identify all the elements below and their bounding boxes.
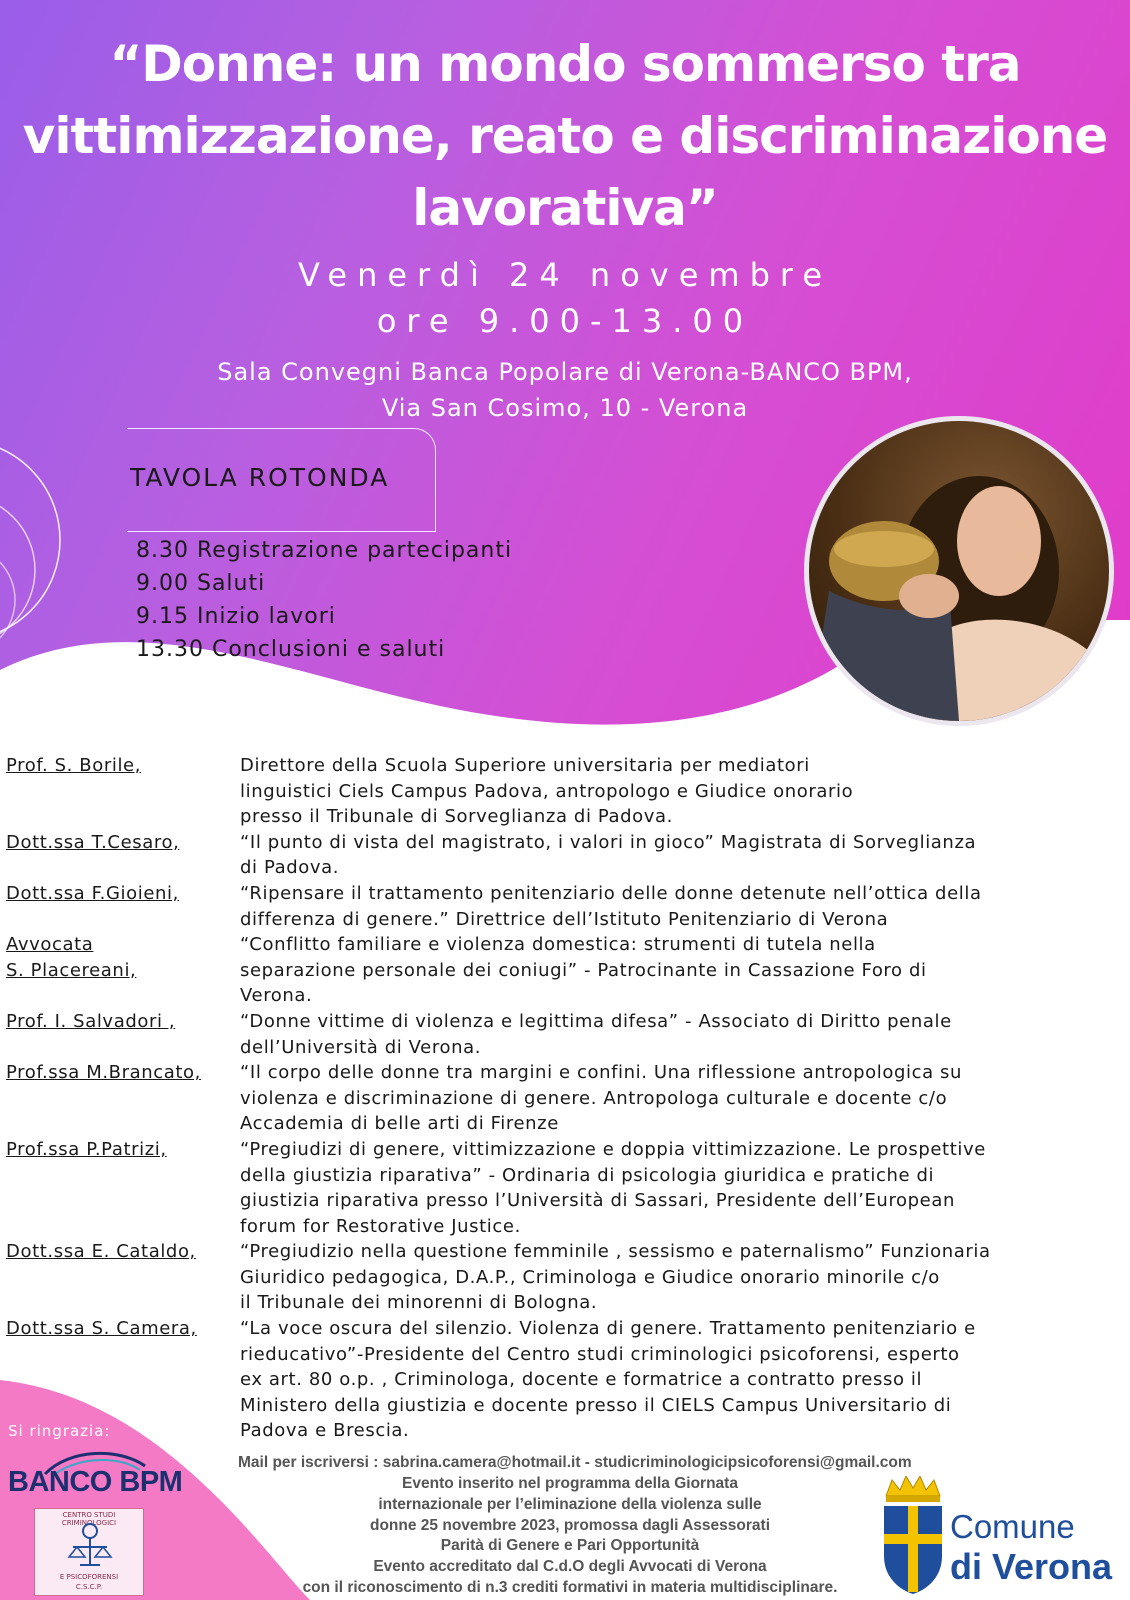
schedule-item: 9.15 Inizio lavori: [136, 604, 336, 629]
banco-bpm-logo: BANCO BPM: [8, 1466, 183, 1498]
speaker-name: Prof. S. Borile,: [6, 755, 142, 776]
speaker-name: Dott.ssa S. Camera,: [6, 1318, 197, 1340]
speaker-entry: [0, 753, 1130, 830]
speaker-description: “Il punto di vista del magistrato, i valori in gioco” Magistrata di Sorveglianza di Padova.: [240, 831, 977, 879]
speaker-entry: [0, 881, 1130, 932]
program-heading: TAVOLA ROTONDA: [130, 463, 390, 492]
comune-logo-line1: Comune: [950, 1508, 1075, 1545]
schedule-item: 9.00 Saluti: [136, 571, 266, 596]
event-note: Evento inserito nel programma della Giornata internazionale per l’eliminazione della violenza sulle donne 25 novembre 2023, promossa dagli Assessorati Parità di Genere e Pari Opportunità Evento accreditato dal C.d.O degli Avvocati di Verona con il riconoscimento di n.3 crediti formativi in materia multidisciplinare.: [302, 1475, 838, 1596]
speaker-entry: [0, 1009, 1130, 1060]
schedule-item: 8.30 Registrazione partecipanti: [136, 538, 513, 563]
event-date: Venerdì 24 novembre ore 9.00-13.00: [297, 256, 833, 340]
portrait-painting: [804, 416, 1114, 726]
scales-icon: [65, 1521, 115, 1571]
event-venue: Sala Convegni Banca Popolare di Verona-BANCO BPM, Via San Cosimo, 10 - Verona: [217, 358, 913, 422]
cscp-logo: CENTRO STUDI CRIMINOLOGICI E PSICOFORENSI C.S.C.P.: [34, 1508, 144, 1596]
speaker-name: Dott.ssa E. Cataldo,: [6, 1241, 196, 1263]
speaker-entry: [0, 1060, 1130, 1137]
speaker-entry: [0, 932, 1130, 1009]
speaker-entry: [0, 830, 1130, 881]
speaker-description: “Pregiudizio nella questione femminile , sessismo e paternalismo” Funzionaria Giuridico pedagogica, D.A.P., Criminologa e Giudice onorario minorile c/o il Tribunale dei minorenni di Bologna.: [240, 1241, 991, 1314]
thanks-label: Si ringrazia:: [8, 1422, 111, 1440]
comune-logo-line2: di Verona: [950, 1546, 1113, 1587]
schedule-list: [136, 534, 512, 666]
schedule-item: 13.30 Conclusioni e saluti: [136, 637, 446, 662]
speaker-entry: [0, 1239, 1130, 1316]
speakers-list: [0, 753, 1130, 1444]
speaker-name: Prof.ssa M.Brancato,: [6, 1062, 201, 1084]
speaker-entry: [0, 1137, 1130, 1239]
event-title: “Donne: un mondo sommerso tra vittimizzazione, reato e discriminazione lavorativa”: [22, 35, 1108, 237]
speaker-description: “Pregiudizi di genere, vittimizzazione e doppia vittimizzazione. Le prospettive della giustizia riparativa” - Ordinaria di psicologia giuridica e pratiche di giustizia riparativa presso l’Università di Sassari, Presidente dell’European forum for Restorative Justice.: [240, 1138, 986, 1237]
speaker-name: Avvocata S. Placereani,: [6, 934, 137, 981]
speaker-description: Direttore della Scuola Superiore universitaria per mediatori linguistici Ciels Campus Padova, antropologo e Giudice onorario presso il Tribunale di Sorveglianza di Padova.: [240, 755, 854, 828]
verona-crest-icon: [880, 1476, 946, 1596]
speaker-description: “Donne vittime di violenza e legittima difesa” - Associato di Diritto penale dell’Università di Verona.: [240, 1010, 952, 1058]
registration-mail: Mail per iscriversi : sabrina.camera@hotmail.it - studicriminologicipsicoforensi@gmail.com: [238, 1454, 912, 1471]
speaker-name: Dott.ssa T.Cesaro,: [6, 831, 180, 853]
speaker-description: “Conflitto familiare e violenza domestica: strumenti di tutela nella separazione personale dei coniugi” - Patrocinante in Cassazione Foro di Verona.: [240, 934, 927, 1007]
speaker-name: Prof.ssa P.Patrizi,: [6, 1138, 167, 1160]
speaker-description: “La voce oscura del silenzio. Violenza di genere. Trattamento penitenziario e rieducativo”-Presidente del Centro studi criminologici psicoforensi, esperto ex art. 80 o.p. , Criminologa, docente e formatrice a contratto presso il Ministero della giustizia e docente presso il CIELS Campus Universitario di Padova e Brescia.: [240, 1318, 976, 1442]
speaker-name: Prof. I. Salvadori ,: [6, 1010, 176, 1032]
speaker-description: “Ripensare il trattamento penitenziario delle donne detenute nell’ottica della differenza di genere.” Direttrice dell’Istituto Penitenziario di Verona: [240, 882, 982, 930]
speaker-name: Dott.ssa F.Gioieni,: [6, 882, 179, 904]
speaker-description: “Il corpo delle donne tra margini e confini. Una riflessione antropologica su violenza e discriminazione di genere. Antropologa culturale e docente c/o Accademia di belle arti di Firenze: [240, 1062, 963, 1135]
